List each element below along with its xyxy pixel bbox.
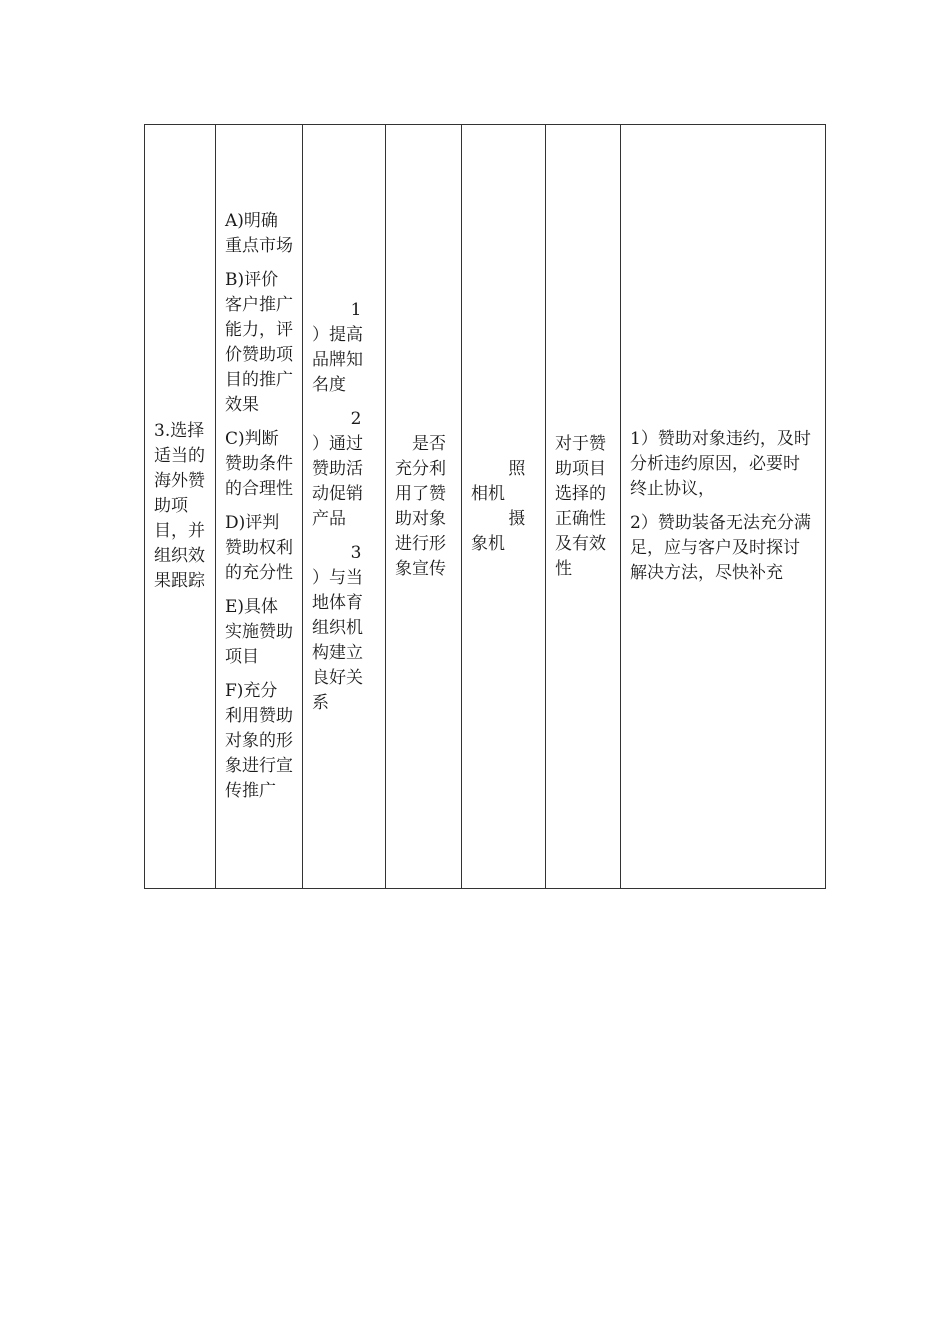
goal-item xyxy=(312,541,376,716)
risk-item: 1）赞助对象违约，及时分析违约原因，必要时终止协议， xyxy=(630,429,811,499)
action-item: C)判断赞助条件的合理性 xyxy=(225,429,293,499)
actions-cell xyxy=(216,125,303,889)
tool-item xyxy=(471,457,536,507)
goal-item xyxy=(312,407,376,532)
risks-cell xyxy=(621,125,826,889)
tool-indent-char: 摄 xyxy=(508,508,526,529)
check-text: 是否充分利用了赞助对象进行形象宣传 xyxy=(395,433,446,579)
step-text: 3.选择适当的海外赞助项目，并组织效果跟踪 xyxy=(154,421,205,591)
goals-cell xyxy=(303,125,386,889)
tool-item xyxy=(471,507,536,557)
goal-text: ）提高品牌知名度 xyxy=(312,324,363,395)
tool-rest: 相机 xyxy=(471,483,505,504)
action-item: F)充分利用赞助对象的形象进行宣传推广 xyxy=(225,681,293,801)
action-item: D)评判赞助权利的充分性 xyxy=(225,513,293,583)
action-item: A)明确重点市场 xyxy=(225,211,293,256)
goal-number: 1 xyxy=(350,299,362,320)
tools-cell xyxy=(462,125,546,889)
risk-item: 2）赞助装备无法充分满足，应与客户及时探讨解决方法，尽快补充 xyxy=(630,513,811,583)
sponsorship-table xyxy=(144,124,826,889)
evaluation-cell xyxy=(546,125,621,889)
action-item: B)评价客户推广能力，评价赞助项目的推广效果 xyxy=(225,270,293,415)
tool-indent-char: 照 xyxy=(508,458,526,479)
goal-item xyxy=(312,298,376,398)
goal-text: ）与当地体育组织机构建立良好关系 xyxy=(312,567,363,713)
goal-number: 2 xyxy=(350,408,362,429)
action-item: E)具体实施赞助项目 xyxy=(225,597,293,667)
tool-rest: 象机 xyxy=(471,533,505,554)
evaluation-text: 对于赞助项目选择的正确性及有效性 xyxy=(555,433,606,579)
table-row xyxy=(145,125,826,889)
step-cell xyxy=(145,125,216,889)
check-cell xyxy=(386,125,462,889)
goal-number: 3 xyxy=(350,542,362,563)
goal-text: ）通过赞助活动促销产品 xyxy=(312,433,363,529)
